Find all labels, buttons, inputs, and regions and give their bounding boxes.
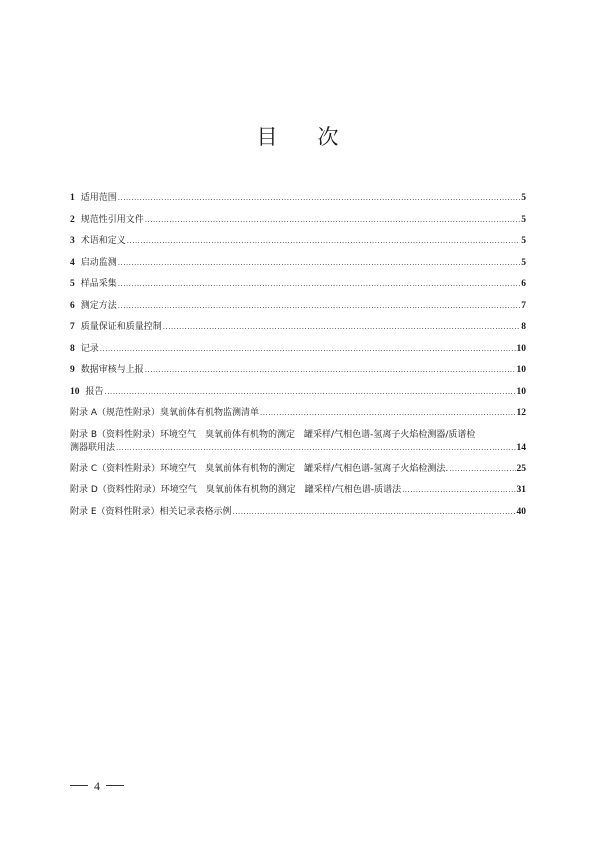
leader-dots xyxy=(260,407,515,420)
toc-page-number: 10 xyxy=(516,365,526,375)
page-title xyxy=(0,121,595,151)
toc-page-number: 10 xyxy=(516,386,526,397)
toc-label: 附录 C（资料性附录）环境空气 臭氧前体有机物的测定 罐采样/气相色谱-氢离子火焰检测法. xyxy=(70,463,449,474)
toc-entry[interactable] xyxy=(70,407,526,429)
toc-label: 报告 xyxy=(85,386,104,397)
footer-dash-left xyxy=(70,785,88,786)
toc-entry[interactable] xyxy=(70,257,526,279)
toc-entry[interactable] xyxy=(70,214,526,236)
leader-dots xyxy=(163,321,520,334)
footer-dash-right xyxy=(106,785,124,786)
toc-entry[interactable] xyxy=(70,321,526,343)
toc-label: 适用范围 xyxy=(80,193,117,203)
toc-entry[interactable] xyxy=(70,192,526,214)
toc-entry[interactable] xyxy=(70,463,526,485)
leader-dots xyxy=(118,257,520,270)
toc-entry[interactable] xyxy=(70,300,526,322)
leader-dots xyxy=(449,463,515,476)
leader-dots xyxy=(402,484,515,497)
toc-label: 规范性引用文件 xyxy=(80,214,144,225)
toc-page-number: 10 xyxy=(516,343,526,354)
toc-entry[interactable] xyxy=(70,343,526,365)
toc-number: 3 xyxy=(70,236,75,246)
title-char-2: 次 xyxy=(317,125,339,149)
page-number: 4 xyxy=(94,779,100,793)
toc-page-number: 40 xyxy=(516,506,526,517)
leader-dots xyxy=(145,364,516,377)
toc-number: 7 xyxy=(70,322,75,332)
toc-number: 2 xyxy=(70,214,75,225)
toc-label: 启动监测 xyxy=(80,257,117,268)
title-char-1: 目 xyxy=(256,125,278,149)
toc-number: 5 xyxy=(70,279,75,289)
toc-page-number: 5 xyxy=(521,214,526,225)
toc-label: 附录 E（资料性附录）相关记录表格示例 xyxy=(70,506,232,517)
toc-label-line2: 测器联用法 xyxy=(70,442,116,453)
toc-label: 质量保证和质量控制 xyxy=(80,322,162,332)
toc-entry[interactable] xyxy=(70,278,526,300)
toc-label: 记录 xyxy=(80,343,99,354)
toc-label: 术语和定义 xyxy=(80,236,126,246)
toc-label: 样品采集 xyxy=(80,279,117,289)
toc-entry[interactable] xyxy=(70,506,526,528)
toc-label: 附录 B（资料性附录）环境空气 臭氧前体有机物的测定 罐采样/气相色谱-氢离子火焰检测器/质谱检 xyxy=(70,429,476,440)
toc-page-number: 5 xyxy=(521,236,526,246)
toc-number: 6 xyxy=(70,300,75,311)
leader-dots xyxy=(100,343,516,356)
toc-label: 附录 A（规范性附录）臭氧前体有机物监测清单 xyxy=(70,408,260,418)
toc-page-number: 6 xyxy=(521,279,526,289)
leader-dots xyxy=(118,300,520,313)
leader-dots xyxy=(118,192,520,205)
toc-label-continuation xyxy=(70,442,526,455)
leader-dots xyxy=(116,442,515,455)
toc-page-number: 8 xyxy=(521,322,526,332)
toc-page-number: 5 xyxy=(521,193,526,203)
toc-page-number: 12 xyxy=(516,408,526,418)
toc-entry[interactable] xyxy=(70,386,526,408)
leader-dots xyxy=(145,214,520,227)
toc-number: 8 xyxy=(70,343,75,354)
toc-label: 附录 D（资料性附录）环境空气 臭氧前体有机物的测定 罐采样/气相色谱-质谱法 xyxy=(70,485,402,495)
toc-label: 测定方法 xyxy=(80,300,117,311)
leader-dots xyxy=(105,386,516,399)
toc-number: 9 xyxy=(70,365,75,375)
leader-dots xyxy=(233,506,516,519)
toc-number: 4 xyxy=(70,257,75,268)
leader-dots xyxy=(118,278,520,291)
toc-entry[interactable] xyxy=(70,484,526,506)
toc-number: 1 xyxy=(70,193,75,203)
toc-page-number: 14 xyxy=(516,442,526,453)
toc-entry[interactable] xyxy=(70,429,526,455)
toc-entry[interactable] xyxy=(70,364,526,386)
page-footer xyxy=(70,779,124,794)
toc-page-number: 5 xyxy=(521,257,526,268)
toc-entry[interactable] xyxy=(70,235,526,257)
toc-number: 10 xyxy=(70,386,80,397)
toc-label: 数据审核与上报 xyxy=(80,365,144,375)
toc-page-number: 7 xyxy=(521,300,526,311)
leader-dots xyxy=(127,235,520,248)
toc-page-number: 31 xyxy=(516,485,526,495)
table-of-contents xyxy=(70,192,526,527)
toc-page-number: 25 xyxy=(516,463,526,474)
